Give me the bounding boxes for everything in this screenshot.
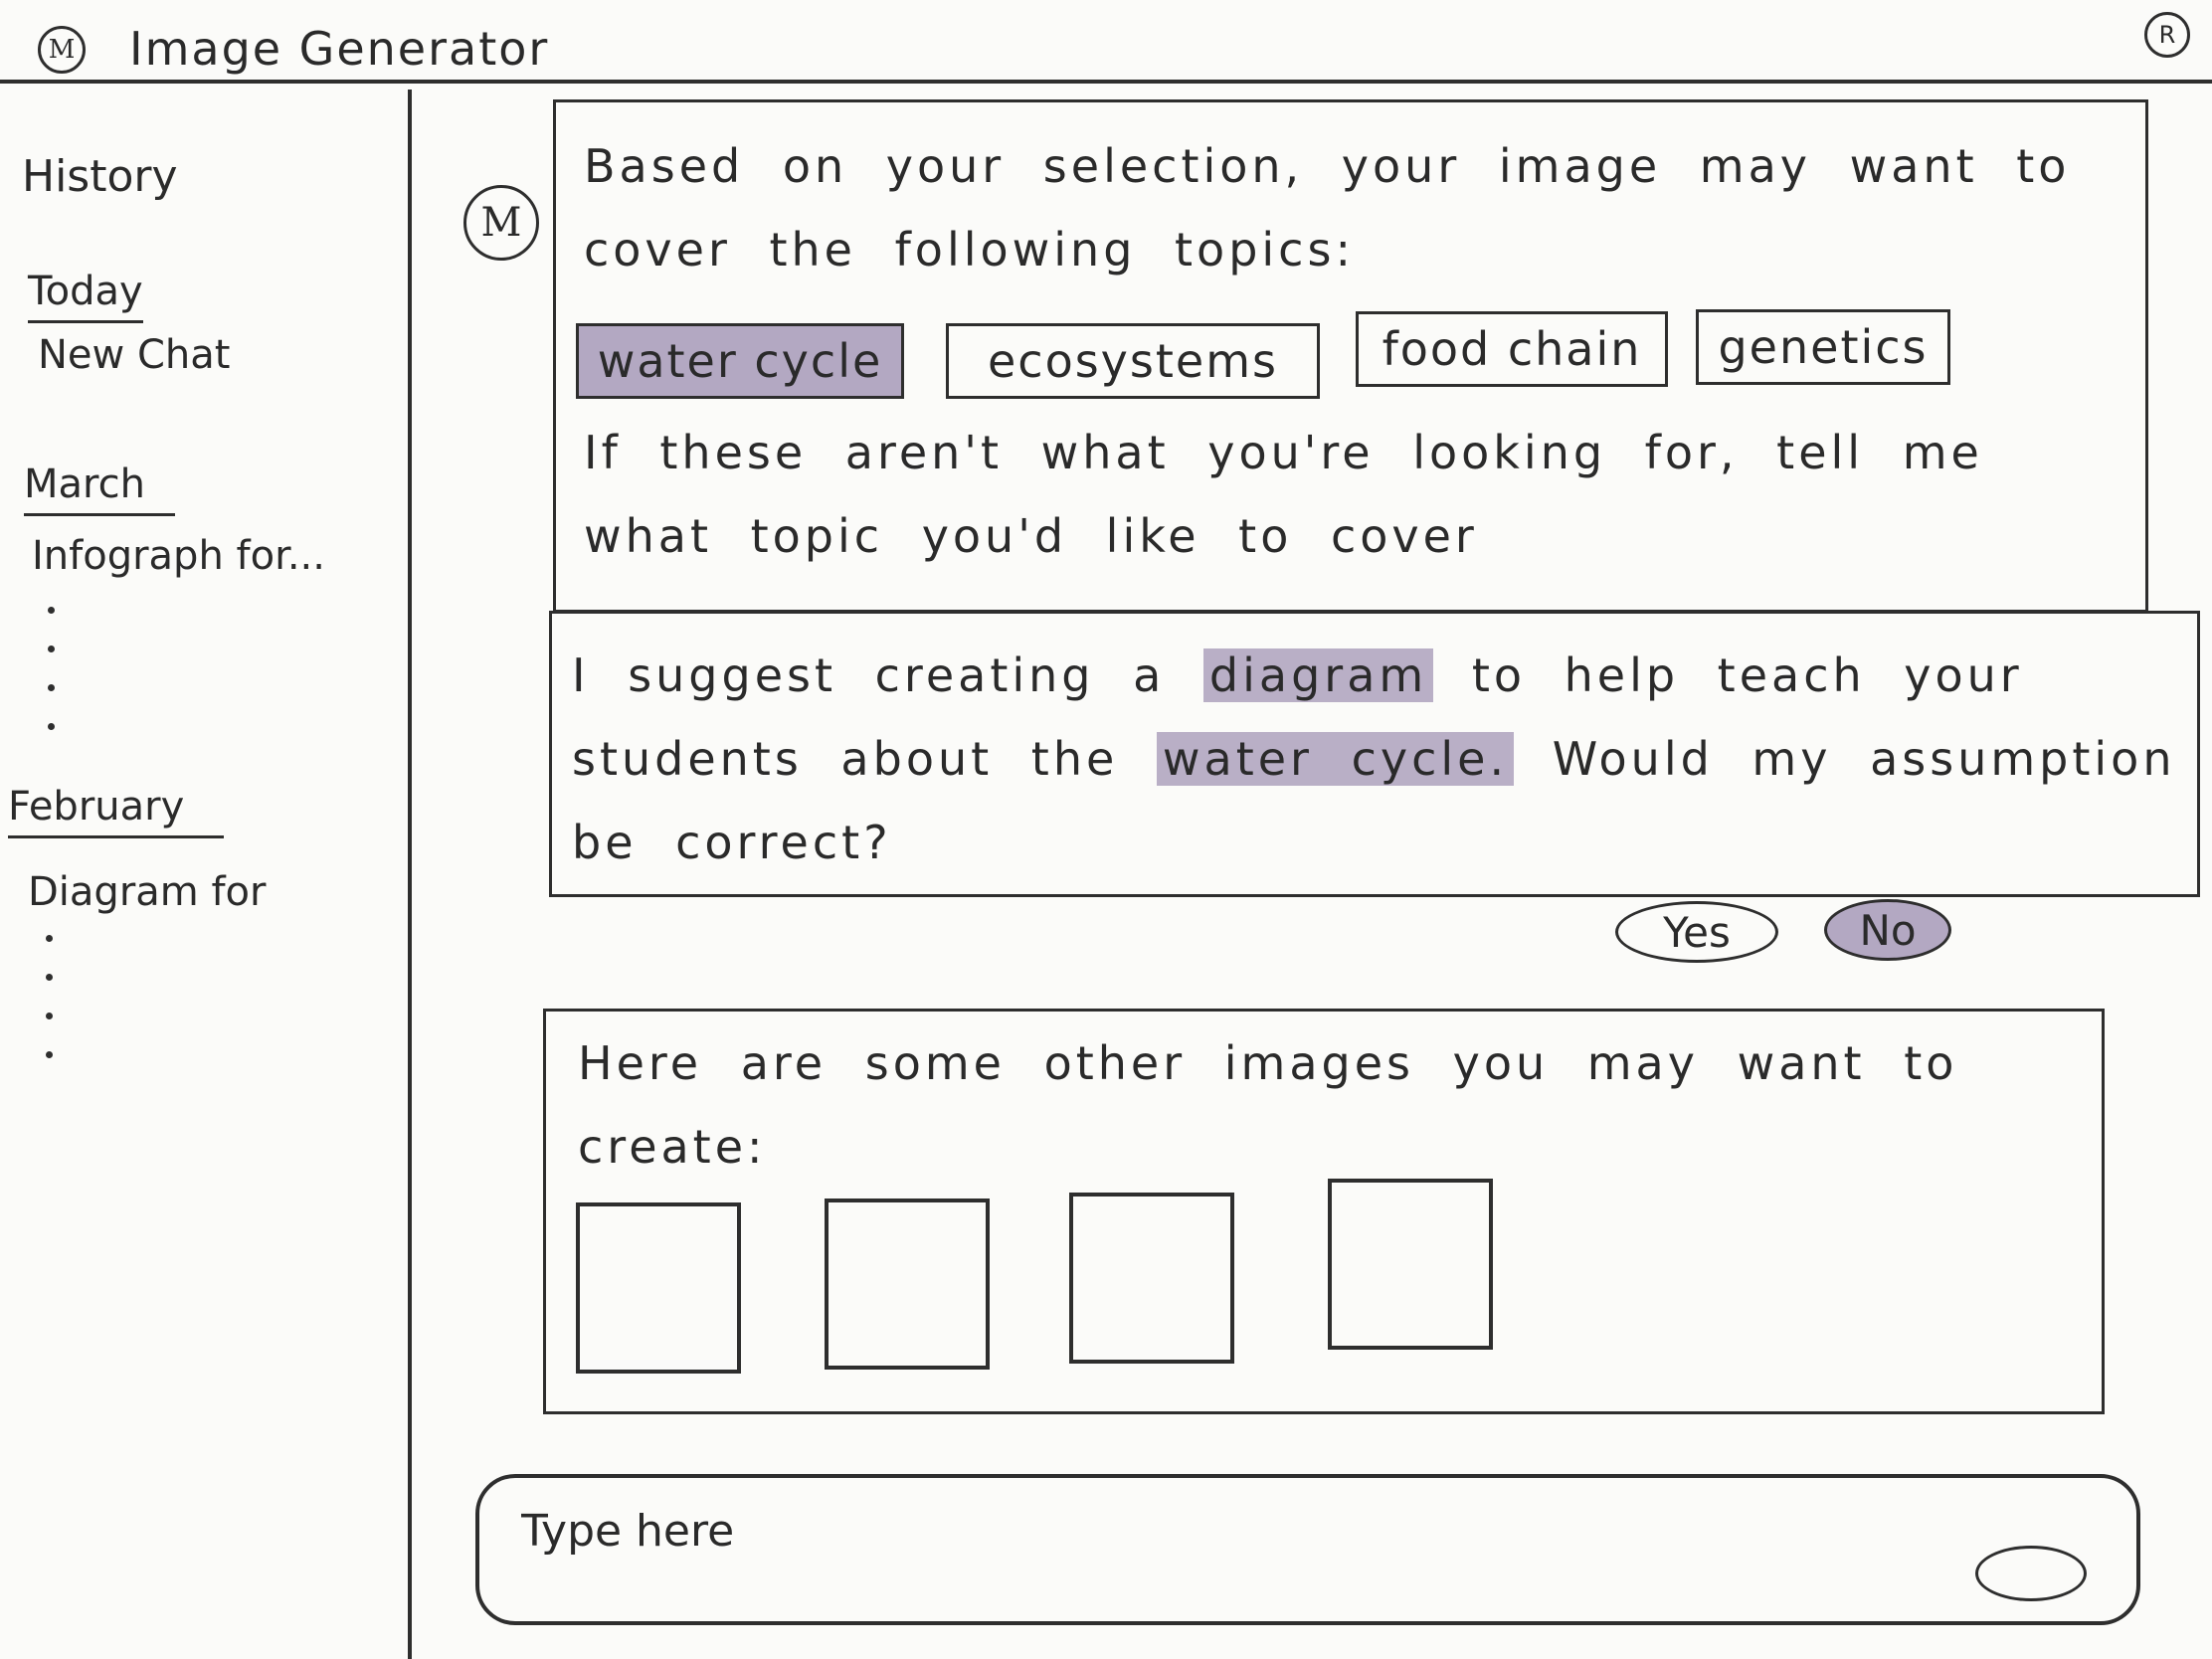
profile-avatar[interactable] <box>2144 12 2190 58</box>
topic-chip-ecosystems[interactable]: ecosystems <box>946 323 1320 399</box>
more-history-dots[interactable] <box>46 935 56 1090</box>
suggested-image-thumbnail[interactable] <box>576 1202 741 1374</box>
avatar-initial: R <box>2158 21 2176 49</box>
more-history-dots[interactable] <box>48 607 58 762</box>
app-title: Image Generator <box>129 22 550 76</box>
suggested-image-thumbnail[interactable] <box>1328 1179 1493 1350</box>
send-button[interactable] <box>1975 1546 2087 1601</box>
suggestion-part-1: I suggest creating a <box>572 648 1166 702</box>
suggestion-part-2: to help teach your students about the <box>572 648 2023 786</box>
suggested-images-text: Here are some other images you may want to create: <box>578 1036 1958 1174</box>
app-header <box>0 0 2212 84</box>
suggested-image-thumbnail[interactable] <box>1069 1193 1234 1364</box>
highlight-water-cycle: water cycle. <box>1157 732 1514 786</box>
bot-avatar <box>463 185 539 261</box>
app-logo <box>38 26 86 74</box>
bot-message-topics <box>553 99 2148 613</box>
logo-letter: M <box>48 35 76 65</box>
topics-outro-text: If these aren't what you're looking for, tell me what topic you'd like to cover <box>584 426 1983 563</box>
history-item-infograph[interactable]: Infograph for... <box>32 533 325 579</box>
bot-message-suggested-images <box>543 1009 2105 1414</box>
message-input[interactable] <box>519 1500 1916 1562</box>
topic-chip-food-chain[interactable]: food chain <box>1356 311 1668 387</box>
bot-avatar-letter: M <box>480 200 522 246</box>
history-group-today: Today <box>28 269 143 323</box>
sidebar-title: History <box>22 151 178 202</box>
message-composer <box>475 1474 2140 1625</box>
history-item-diagram[interactable]: Diagram for <box>28 869 267 915</box>
suggested-image-thumbnail[interactable] <box>825 1198 990 1370</box>
topic-chip-water-cycle[interactable]: water cycle <box>576 323 904 399</box>
suggestion-part-3: Would my assumption be correct? <box>572 732 2176 869</box>
no-button[interactable]: No <box>1824 899 1951 961</box>
topics-intro-text: Based on your selection, your image may want to cover the following topics: <box>584 139 2071 276</box>
suggestion-text <box>572 634 2183 884</box>
yes-button[interactable]: Yes <box>1615 901 1778 963</box>
bot-message-suggestion <box>549 611 2200 897</box>
sidebar-divider <box>408 90 412 1659</box>
topic-chip-genetics[interactable]: genetics <box>1696 309 1950 385</box>
highlight-diagram: diagram <box>1203 648 1433 702</box>
history-group-february: February <box>8 784 224 838</box>
history-group-march: March <box>24 461 175 516</box>
history-item-new-chat[interactable]: New Chat <box>38 332 231 378</box>
